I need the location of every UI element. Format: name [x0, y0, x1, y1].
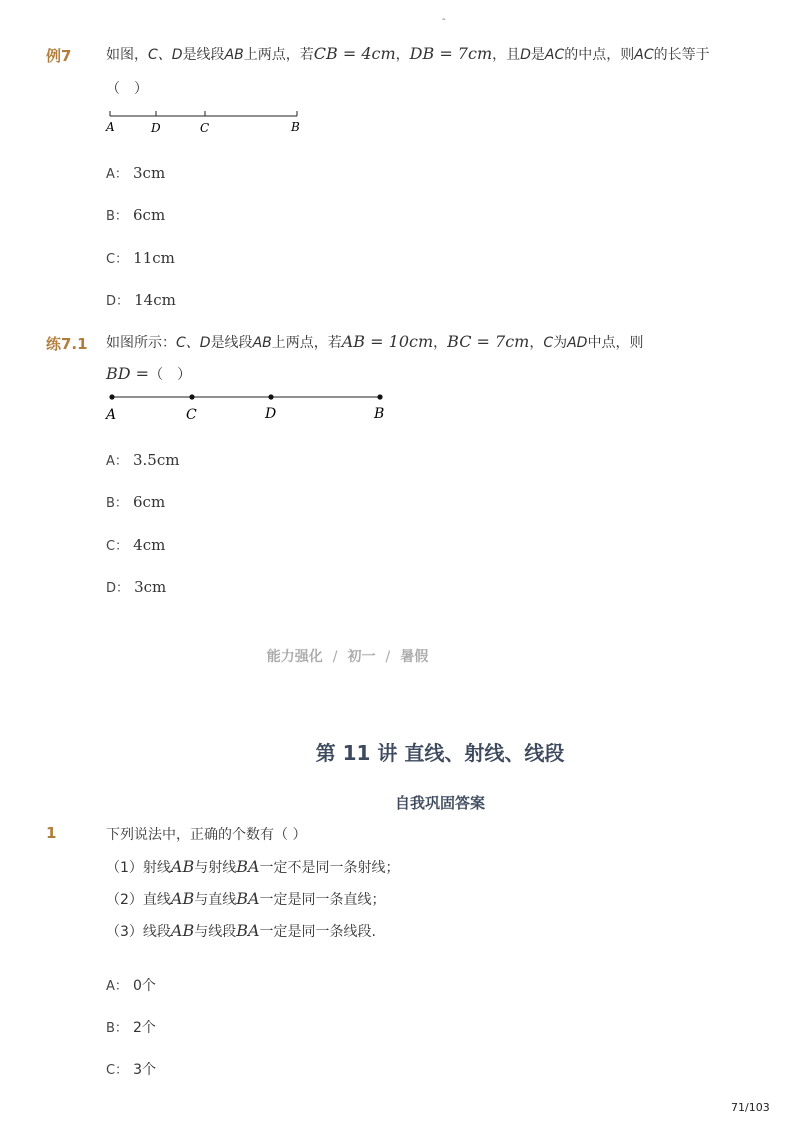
breadcrumb-item: 初一: [347, 649, 376, 665]
option-b[interactable]: [106, 1017, 156, 1037]
question-stem: 下列说法中，正确的个数有（ ）: [106, 827, 307, 843]
option-letter: C：: [106, 252, 129, 267]
breadcrumb-separator: /: [385, 649, 391, 665]
option-c[interactable]: [106, 248, 175, 267]
option-b[interactable]: [106, 205, 165, 224]
breadcrumb-separator: /: [332, 649, 338, 665]
section-title: 自我巩固答案: [394, 794, 485, 812]
math-bc: BC = 7cm: [447, 332, 530, 351]
option-value: 4cm: [133, 536, 166, 554]
answer-blank: （ ）: [106, 81, 148, 97]
page-number: 71/103: [731, 1101, 770, 1114]
stem-text: 的中点，则: [564, 47, 635, 63]
statement-3: [106, 921, 376, 941]
option-value: 3个: [133, 1062, 157, 1078]
option-value: 3.5cm: [133, 451, 180, 469]
stem-segment: AC: [634, 47, 654, 63]
stem-text: 上两点，若: [271, 335, 342, 351]
answer-line: [106, 364, 191, 384]
statement-text: （1）射线: [106, 860, 171, 876]
statement-text: 与直线: [194, 892, 237, 908]
label-d: D: [151, 121, 161, 135]
statement-2: [106, 889, 386, 909]
option-value: 11cm: [133, 249, 175, 267]
option-letter: B：: [106, 209, 128, 224]
answer-blank: （ ）: [149, 367, 192, 383]
statement-text: 一定是同一条线段.: [259, 924, 376, 940]
option-value: 6cm: [133, 206, 166, 224]
option-c[interactable]: [106, 535, 165, 554]
top-mark: -: [442, 14, 446, 25]
math-ba: BA: [236, 889, 260, 908]
statement-text: 与线段: [194, 924, 237, 940]
segment-figure: [100, 388, 400, 428]
option-d[interactable]: [106, 577, 166, 596]
breadcrumb-item: 暑假: [400, 649, 429, 665]
question-number: 1: [46, 824, 57, 842]
math-bd: BD =: [106, 364, 150, 383]
label-c: C: [200, 121, 210, 135]
option-letter: D：: [106, 294, 130, 309]
stem-text: 如图，: [106, 47, 148, 63]
option-letter: D：: [106, 581, 130, 596]
math-ab: AB: [170, 889, 195, 908]
point-b: [377, 394, 382, 399]
point-c: [189, 394, 194, 399]
stem-text: ，且: [492, 47, 521, 63]
statement-text: 一定是同一条直线；: [259, 892, 386, 908]
stem-text: ，: [395, 47, 410, 63]
stem-segment: AD: [567, 335, 588, 351]
stem-segment: AB: [252, 335, 272, 351]
breadcrumb-item: 能力强化: [266, 649, 323, 665]
math-cb: CB = 4cm: [313, 44, 396, 63]
math-db: DB = 7cm: [409, 44, 493, 63]
label-b: B: [374, 406, 385, 422]
question-number: 例7: [46, 47, 72, 65]
statement-text: （2）直线: [106, 892, 171, 908]
math-ab: AB = 10cm: [341, 332, 434, 351]
stem-text: 中点，则: [587, 335, 644, 351]
question-stem: [106, 332, 643, 352]
stem-text: ，: [529, 335, 544, 351]
lecture-title: 第 11 讲 直线、射线、线段: [315, 741, 565, 765]
option-a[interactable]: [106, 975, 156, 995]
statement-text: （3）线段: [106, 924, 171, 940]
label-a: A: [106, 120, 115, 134]
option-a[interactable]: [106, 450, 179, 469]
stem-segment: AB: [224, 47, 244, 63]
point-d: [268, 394, 273, 399]
option-value: 3cm: [133, 164, 166, 182]
option-letter: B：: [106, 1021, 128, 1036]
stem-point: D: [520, 47, 531, 63]
option-letter: A：: [106, 979, 128, 994]
option-letter: C：: [106, 539, 129, 554]
option-value: 0个: [133, 978, 156, 994]
option-d[interactable]: [106, 290, 176, 309]
question-stem: [106, 44, 710, 64]
label-b: B: [291, 120, 300, 134]
math-ab: AB: [170, 921, 195, 940]
stem-text: 是线段: [182, 47, 225, 63]
statement-text: 与射线: [194, 860, 237, 876]
option-letter: A：: [106, 454, 128, 469]
label-d: D: [265, 406, 277, 422]
option-c[interactable]: [106, 1059, 156, 1079]
math-ba: BA: [236, 921, 260, 940]
label-c: C: [186, 407, 197, 423]
statement-text: 一定不是同一条射线；: [259, 860, 400, 876]
statement-1: [106, 857, 400, 877]
math-ba: BA: [236, 857, 260, 876]
stem-text: 如图所示：: [106, 335, 176, 351]
option-value: 6cm: [133, 493, 166, 511]
option-value: 14cm: [134, 291, 176, 309]
point-a: [109, 394, 114, 399]
option-letter: B：: [106, 496, 128, 511]
stem-text: 是线段: [210, 335, 253, 351]
option-value: 2个: [133, 1020, 156, 1036]
breadcrumb: [0, 646, 695, 666]
stem-text: 为: [553, 335, 568, 351]
stem-points: C、D: [176, 335, 211, 351]
stem-point: C: [543, 335, 554, 351]
math-ab: AB: [170, 857, 195, 876]
stem-text: 是: [530, 47, 545, 63]
option-b[interactable]: [106, 492, 165, 511]
option-value: 3cm: [134, 578, 167, 596]
option-letter: A：: [106, 167, 128, 182]
label-a: A: [106, 407, 117, 423]
question-number: 练7.1: [46, 335, 88, 353]
stem-text: 的长等于: [653, 47, 710, 63]
option-letter: C：: [106, 1063, 129, 1078]
stem-text: ，: [433, 335, 448, 351]
option-a[interactable]: [106, 163, 165, 182]
segment-figure: [100, 104, 310, 136]
stem-text: 上两点，若: [243, 47, 314, 63]
stem-segment: AC: [544, 47, 565, 63]
stem-points: C、D: [148, 47, 183, 63]
